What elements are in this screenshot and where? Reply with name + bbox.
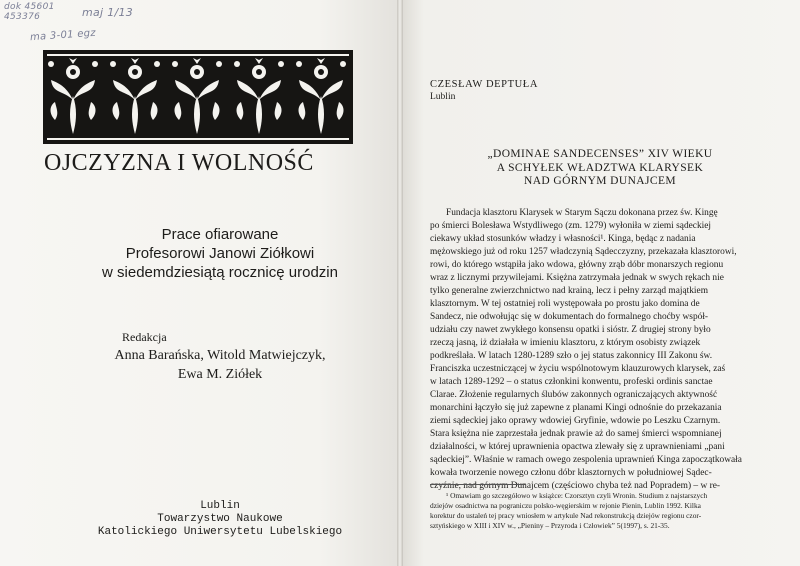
footnote-line: sztyńskiego w XIII i XIV w., „Pieniny – Przyroda i Człowiek” 5(1997), s. 21-35.	[430, 521, 670, 530]
body-line: w latach 1289-1292 – o status członkini konwentu, profeski ordinis sanctae	[430, 377, 713, 387]
editors-line: Ewa M. Ziółek	[177, 367, 263, 382]
dedication-line: Profesorowi Janowi Ziółkowi	[125, 245, 315, 262]
body-line: Franciszka uczestniczącej w życiu wspólnotowym klauzurowych klarysek, zaś	[430, 364, 726, 374]
body-line: wraz z licznymi przywilejami. Księżna zatrzymała jednak w swych rękach nie	[430, 273, 724, 283]
body-line: mężowskiego już od roku 1257 władczynią Sądecczyzny, przekazała klasztorowi,	[430, 247, 737, 257]
body-line: klasztornym. W tej ostatniej roli występowała po prostu jako domina de	[430, 299, 700, 309]
imprint-line: Towarzystwo Naukowe	[157, 513, 283, 525]
body-line: po śmierci Bolesława Wstydliwego (zm. 1279) wyłoniła w ziemi sądeckiej	[430, 221, 712, 231]
article-title	[430, 148, 770, 189]
book-gutter	[397, 0, 403, 566]
footnote-divider	[430, 484, 525, 485]
body-line: czyźnie, nad górnym Dunajcem (częściowo chyba też nad Popradem) – w re-	[430, 481, 720, 491]
body-line: Clarae. Złożenie regularnych ślubów zakonnych ograniczających aktywność	[430, 390, 718, 400]
handwritten-accession: dok 45601	[4, 2, 55, 12]
body-line: rzeczą jasną, iż działała w imieniu klasztoru, z którym osobisty związek	[430, 338, 701, 348]
body-line: Stara księżna nie zaprzestała jednak prawie aż do samej śmierci wspomnianej	[430, 429, 722, 439]
body-line: ziemi sądeckiej jako oprawy wdowiej Gryfinie, wdowie po Leszku Czarnym.	[430, 416, 721, 426]
editors-label: Redakcja	[122, 330, 167, 344]
publisher-imprint	[60, 500, 380, 539]
editors-line: Anna Barańska, Witold Matwiejczyk,	[114, 348, 326, 363]
floral-ornament-banner	[43, 50, 353, 144]
body-line: Sandecz, nie odwołując się w dokumentach do formalnego choćby współ-	[430, 312, 709, 322]
editors	[60, 346, 380, 384]
article-title-line: „DOMINAE SANDECENSES” XIV WIEKU	[487, 148, 713, 160]
footnote-line: dziejów osadnictwa na pograniczu polsko-węgierskim w rejonie Pienin, Lublin 1992. Kilka	[430, 501, 701, 510]
body-line: ciekawy układ stosunków władzy i własności¹. Kinga, będąc z nadania	[430, 234, 696, 244]
right-page	[400, 0, 800, 566]
article-title-line: NAD GÓRNYM DUNAJCEM	[524, 175, 676, 187]
dedication	[60, 225, 380, 282]
body-line: działalności, w której uprawnienia opactwa zlewały się z uprawnieniami „pani	[430, 442, 725, 452]
handwritten-date: maj 1/13	[82, 6, 134, 19]
body-line: rowi, do którego wstąpiła jako wdowa, główny zrąb dóbr monarszych regionu	[430, 260, 724, 270]
body-line: udziału czy nawet zwykłego konsensu opatki i sióstr. Z drugiej strony było	[430, 325, 711, 335]
body-line: Fundacja klasztoru Klarysek w Starym Sączu dokonana przez św. Kingę	[446, 208, 718, 218]
book-title: OJCZYZNA I WOLNOŚĆ	[44, 150, 314, 176]
body-line: monarchini łączyło się już zapewne z planami Kingi odnośnie do przekazania	[430, 403, 722, 413]
handwritten-number: 453376	[4, 12, 41, 22]
body-line: sądeckiej”. Właśnie w ramach owego zespolenia uprawnień Kinga zapoczątkowała	[430, 455, 742, 465]
article-title-line: A SCHYŁEK WŁADZTWA KLARYSEK	[496, 161, 704, 174]
body-line: kowała tworzenie nowego członu dóbr klasztornych w południowej Sądec-	[430, 468, 712, 478]
imprint-line: Lublin	[200, 500, 240, 512]
dedication-line: Prace ofiarowane	[161, 226, 279, 243]
author-affiliation: Lublin	[430, 92, 456, 102]
footnote-line: korektur do ustaleń tej pracy wniosłem w artykule Nad rekonstrukcją dziejów regionu czor-	[430, 511, 702, 520]
imprint-line: Katolickiego Uniwersytetu Lubelskiego	[97, 526, 343, 538]
footnote-line: ¹ Omawiam go szczegółowo w książce: Czorsztyn czyli Wronin. Studium z najstarszych	[446, 491, 708, 500]
body-line: podkreślała. W latach 1280-1289 szło o jej status zakonnicy III Zakonu św.	[430, 351, 713, 361]
handwritten-copies: ma 3-01 egz	[29, 27, 97, 44]
article-author: CZESŁAW DEPTUŁA	[430, 79, 539, 90]
body-line: tylko generalne zwierzchnictwo nad krainą, lecz i pełny zarząd majątkiem	[430, 286, 708, 296]
footnote	[430, 491, 775, 531]
dedication-line: w siedemdziesiątą rocznicę urodzin	[102, 264, 338, 281]
article-body	[430, 207, 775, 493]
handwritten-note	[4, 2, 74, 22]
